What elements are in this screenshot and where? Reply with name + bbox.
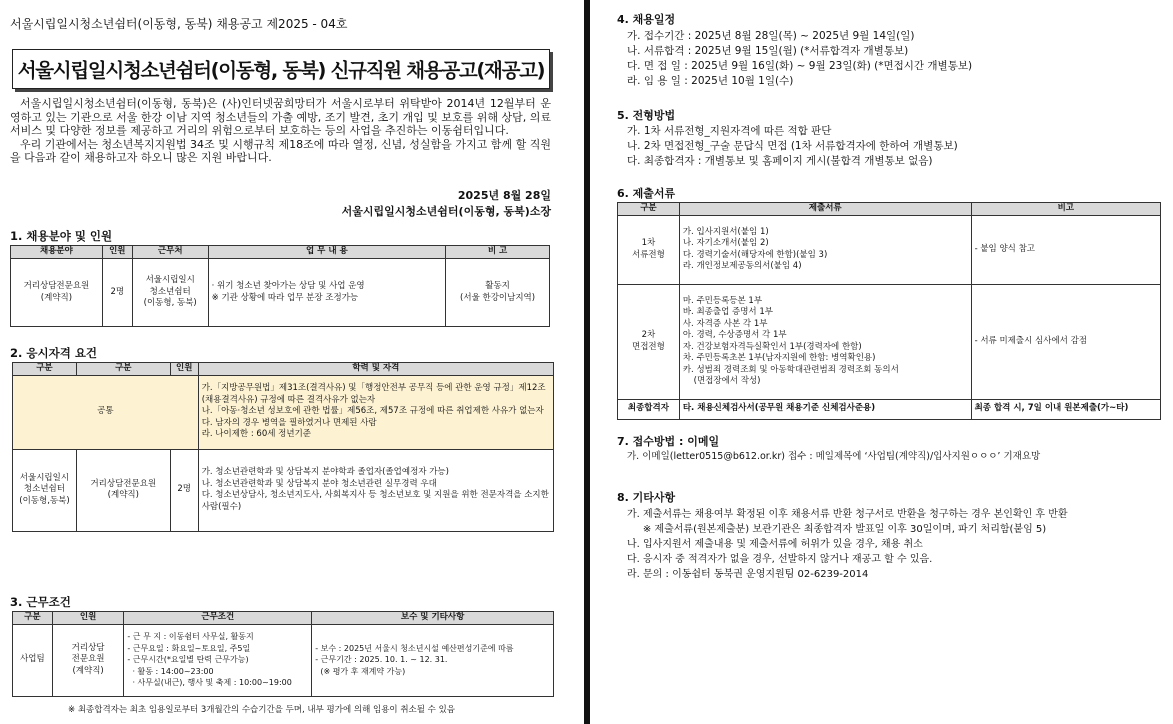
schedule-line: 가. 접수기간 : 2025년 8월 28일(목) ~ 2025년 9월 14일(일) bbox=[627, 30, 915, 42]
intro-paragraph: 우리 기관에서는 청소년복지지원법 34조 및 시행규칙 제18조에 따라 열정, 신념, 성실함을 가지고 함께 할 직원을 다음과 같이 채용하고자 하오니 많은 지원 바랍니다. bbox=[10, 137, 551, 165]
col-header: 인원 bbox=[170, 363, 198, 376]
section-title: 7. 접수방법 : 이메일 bbox=[617, 435, 720, 448]
col-header: 제출서류 bbox=[679, 203, 971, 216]
method-line: 나. 2차 면접전형_구술 문답식 면접 (1차 서류합격자에 한하여 개별통보) bbox=[627, 140, 958, 152]
common-label: 공통 bbox=[13, 375, 199, 449]
remark-cell: - 서류 미제출시 심사에서 감점 bbox=[971, 284, 1160, 399]
recruit-table bbox=[10, 245, 550, 327]
place-cell: 서울시립일시 청소년쉼터 (이동형, 동북) bbox=[132, 259, 208, 327]
section-title: 5. 전형방법 bbox=[617, 109, 676, 122]
conditions-table bbox=[12, 611, 554, 697]
field-cell: 거리상담전문요원 (계약직) bbox=[11, 259, 103, 327]
section-title: 8. 기타사항 bbox=[617, 491, 676, 504]
common-requirements: 가.「지방공무원법」제31조(결격사유) 및「행정안전부 공무직 등에 관한 운영 규정」제12조(채용결격사유) 규정에 따른 결격사유가 없는자 나.「아동·청소년 성보호에 관한 법률」제56조, 제57조 규정에 따른 취업제한 사유가 없는자 다. 남자의 경우 병역을 필하였거나 면제된 사람 라. 나이제한 : 60세 정년기준 bbox=[198, 375, 553, 449]
col-header: 구분 bbox=[618, 203, 680, 216]
note-cell: 활동지 (서울 한강이남지역) bbox=[446, 259, 550, 327]
section-title: 2. 응시자격 요건 bbox=[10, 346, 98, 360]
col-header: 근무처 bbox=[132, 246, 208, 259]
stage-cell: 최종합격자 bbox=[618, 399, 680, 419]
col-header: 비 고 bbox=[446, 246, 550, 259]
documents-cell: 가. 입사지원서(붙임 1) 나. 자기소개서(붙임 2) 다. 경력기술서(해당자에 한함)(붙임 3) 라. 개인정보제공동의서(붙임 4) bbox=[679, 215, 971, 284]
probation-note: ※ 최종합격자는 최초 임용일로부터 3개월간의 수습기간을 두며, 내부 평가에 의해 임용이 취소될 수 있음 bbox=[68, 705, 456, 715]
org-cell: 서울시립일시 청소년쉼터 (이동형,동북) bbox=[13, 449, 77, 531]
misc-line: 라. 문의 : 이동쉼터 동북권 운영지원팀 02-6239-2014 bbox=[627, 569, 869, 580]
col-header: 채용분야 bbox=[11, 246, 103, 259]
signature: 서울시립일시청소년쉼터(이동형, 동북)소장 bbox=[341, 205, 551, 218]
count-cell: 2명 bbox=[170, 449, 198, 531]
col-header: 인원 bbox=[102, 246, 132, 259]
misc-line: 나. 입사지원서 제출내용 및 제출서류에 허위가 있을 경우, 채용 취소 bbox=[627, 539, 923, 550]
page-divider bbox=[584, 0, 590, 724]
documents-cell: 마. 주민등록등본 1부 바. 최종출업 증명서 1부 사. 자격증 사본 각 1부 아. 경력, 수상증명서 각 1부 자. 건강보험자격득실확인서 1부(경력자에 한함) 차. 주민등록초본 1부(남자지원에 한함: 병역확인용) 카. 성범죄 경력조회 및 아동학대관련범죄 경력조회 동의서 (면접장에서 작성) bbox=[679, 284, 971, 399]
title-box bbox=[12, 49, 550, 89]
remark-cell: - 붙임 양식 참고 bbox=[971, 215, 1160, 284]
pay-cell: - 보수 : 2025년 서울시 청소년시설 예산편성기준에 따름 - 근무기간 : 2025. 10. 1. ~ 12. 31. (※ 평가 후 재계약 가능) bbox=[312, 624, 554, 696]
notice-header: 서울시립일시청소년쉼터(이동형, 동북) 채용공고 제2025 - 04호 bbox=[10, 17, 348, 31]
section-title: 3. 근무조건 bbox=[10, 595, 71, 609]
section-title: 4. 채용일정 bbox=[617, 13, 676, 26]
col-header: 근무조건 bbox=[124, 612, 312, 625]
col-header: 비고 bbox=[971, 203, 1160, 216]
col-header: 구분 bbox=[13, 612, 53, 625]
stage-cell: 1차 서류전형 bbox=[618, 215, 680, 284]
misc-line: 다. 응시자 중 적격자가 없을 경우, 선발하지 않거나 재공고 할 수 있음. bbox=[627, 554, 933, 565]
qualification-table bbox=[12, 362, 554, 532]
misc-line: ※ 제출서류(원본제출분) 보관기관은 최종합격자 발표일 이후 30일이며, 파기 처리함(붙임 5) bbox=[627, 524, 1047, 535]
documents-cell: 타. 채용신체검사서(공무원 채용기준 신체검사준용) bbox=[679, 399, 971, 419]
page-title: 서울시립일시청소년쉼터(이동형, 동북) 신규직원 채용공고(재공고) bbox=[17, 59, 545, 82]
schedule-line: 라. 임 용 일 : 2025년 10월 1일(수) bbox=[627, 75, 794, 87]
remark-cell: 최종 합격 시, 7일 이내 원본제출(가~타) bbox=[971, 399, 1160, 419]
documents-table bbox=[617, 202, 1161, 420]
col-header: 구분 bbox=[13, 363, 77, 376]
misc-line: 가. 제출서류는 채용여부 확정된 이후 채용서류 반환 청구서로 반환을 청구하는 경우 본인확인 후 반환 bbox=[627, 509, 1068, 520]
field-cell: 거리상담 전문요원 (계약직) bbox=[52, 624, 124, 696]
category-cell: 사업팀 bbox=[13, 624, 53, 696]
col-header: 업 무 내 용 bbox=[208, 246, 446, 259]
email-line: 가. 이메일(letter0515@b612.or.kr) 접수 : 메일제목에 ‘사업팀(계약직)/입사지원ㅇㅇㅇ’ 기재요망 bbox=[627, 451, 1041, 462]
method-line: 가. 1차 서류전형_지원자격에 따른 적합 판단 bbox=[627, 125, 832, 137]
notice-date: 2025년 8월 28일 bbox=[457, 189, 551, 202]
section-title: 1. 채용분야 및 인원 bbox=[10, 229, 113, 243]
stage-cell: 2차 면접전형 bbox=[618, 284, 680, 399]
section-title: 6. 제출서류 bbox=[617, 187, 676, 200]
intro bbox=[10, 97, 551, 165]
col-header: 학력 및 자격 bbox=[198, 363, 553, 376]
col-header: 인원 bbox=[52, 612, 124, 625]
method-line: 다. 최종합격자 : 개별통보 및 홈페이지 게시(불합격 개별통보 없음) bbox=[627, 155, 933, 167]
col-header: 구분 bbox=[76, 363, 170, 376]
intro-paragraph: 서울시립일시청소년쉼터(이동형, 동북)은 (사)인터넷꿈희망터가 서울시로부터 위탁받아 2014년 12월부터 운영하고 있는 기관으로 서울 한강 이남 지역 청소년들의 가출 예방, 조기 발견, 초기 개입 및 보호를 위해 상담, 의료서비스 및 다양한 정보를 제공하고 거리의 위험으로부터 보호하는 등의 사업을 추진하는 이동쉼터입니다. bbox=[10, 97, 551, 138]
condition-cell: - 근 무 지 : 이동쉼터 사무실, 활동지 - 근무요일 : 화요일~토요일, 주5일 - 근무시간(*요일별 탄력 근무가능) · 활동 : 14:00~23:00 · 사무실(내근), 행사 및 축제 : 10:00~19:00 bbox=[124, 624, 312, 696]
col-header: 보수 및 기타사항 bbox=[312, 612, 554, 625]
schedule-line: 다. 면 접 일 : 2025년 9월 16일(화) ~ 9월 23일(화) (*면접시간 개별통보) bbox=[627, 60, 973, 72]
count-cell: 2명 bbox=[102, 259, 132, 327]
field-cell: 거리상담전문요원 (계약직) bbox=[76, 449, 170, 531]
requirements-cell: 가. 청소년관련학과 및 상담복지 분야학과 졸업자(졸업예정자 가능) 나. 청소년관련학과 및 상담복지 분야 청소년관련 실무경력 우대 다. 청소년상담사, 청소년지도사, 사회복지사 등 청소년보호 및 지원을 위한 전문자격을 소지한 사람(필수) bbox=[198, 449, 553, 531]
schedule-line: 나. 서류합격 : 2025년 9월 15일(월) (*서류합격자 개별통보) bbox=[627, 45, 909, 57]
duty-cell: · 위기 청소년 찾아가는 상담 및 사업 운영 ※ 기관 상황에 따라 업무 분장 조정가능 bbox=[208, 259, 446, 327]
